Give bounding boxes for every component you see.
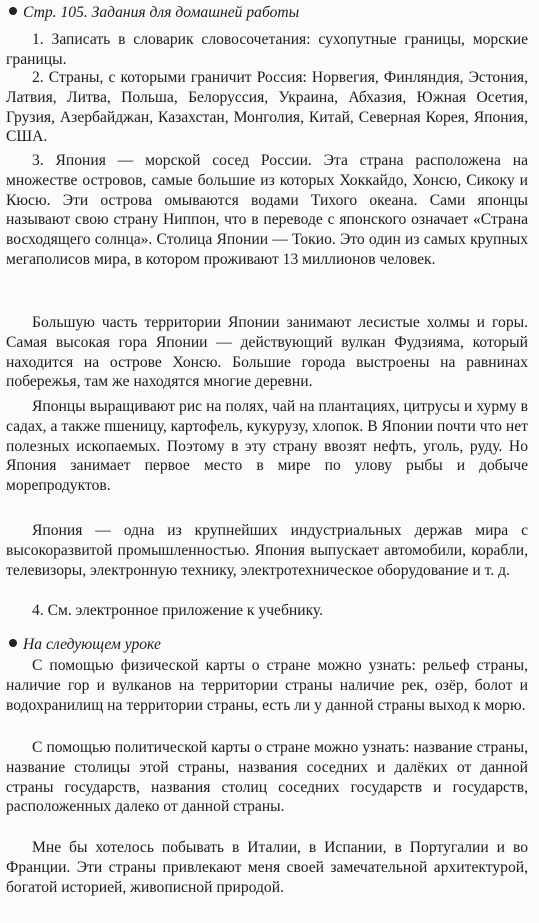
bullet-icon: [9, 7, 17, 15]
paragraph-territory: Большую часть территории Японии занимают лесистые холмы и горы. Самая высокая гора Японии — действующий вулкан Фудзияма, который находится на острове Хонсю. Большие города выстроены на равнинах побережья, там же находятся многие деревни.: [6, 314, 528, 391]
paragraph-travel: Мне бы хотелось побывать в Италии, в Испании, в Португалии и во Франции. Эти страны привлекают меня своей замечательной архитектурой, богатой историей, живописной природой.: [6, 839, 528, 896]
task-1: 1. Записать в словарик словосочетания: сухопутные границы, морские границы.: [6, 31, 528, 68]
paragraph-industry: Япония — одна из крупнейших индустриальных держав мира с высокоразвитой промышленностью. Япония выпускает автомобили, корабли, телевизоры, электронную технику, электротехническое оборудование и т. д.: [6, 522, 528, 579]
paragraph-agriculture: Японцы выращивают рис на полях, чай на плантациях, цитрусы и хурму в садах, а также пшеницу, картофель, кукурузу, хлопок. В Японии почти что нет полезных ископаемых. Поэтому в эту страну ввозят нефть, уголь, руду. Но Япония занимает первое место в мире по улову рыбы и добыче морепродуктов.: [6, 398, 528, 494]
homework-heading-text: Стр. 105. Задания для домашней работы: [23, 4, 300, 21]
next-lesson-heading: [6, 635, 528, 655]
task-3-japan: 3. Япония — морской сосед России. Эта страна расположена на множестве островов, самые большие из которых Хоккайдо, Хонсю, Сикоку и Кюсю. Эти острова омываются водами Тихого океана. Сами японцы называют свою страну Ниппон, что в переводе с японского означает «Страна восходящего солнца». Столица Японии — Токио. Это один из самых крупных мегаполисов мира, в котором проживают 13 миллионов человек.: [6, 152, 528, 268]
task-2-neighbors: 2. Страны, с которыми граничит Россия: Норвегия, Финляндия, Эстония, Латвия, Литва, Польша, Белоруссия, Украина, Абхазия, Южная Осетия, Грузия, Азербайджан, Казахстан, Монголия, Китай, Северная Корея, Япония, США.: [6, 69, 528, 146]
paragraph-political-map: С помощью политической карты о стране можно узнать: название страны, название столицы этой страны, названия соседних и далёких от данной страны государств, названия столиц соседних государств и государств, расположенных далеко от данной страны.: [6, 739, 528, 816]
paragraph-physical-map: С помощью физической карты о стране можно узнать: рельеф страны, наличие гор и вулканов на территории страны наличие рек, озёр, болот и водохранилищ на территории страны, есть ли у данной страны выход к морю.: [6, 657, 528, 714]
task-4: 4. См. электронное приложение к учебнику.: [32, 602, 324, 619]
homework-section-heading: [6, 3, 528, 23]
next-lesson-heading-text: На следующем уроке: [23, 636, 161, 653]
bullet-icon: [9, 639, 17, 647]
